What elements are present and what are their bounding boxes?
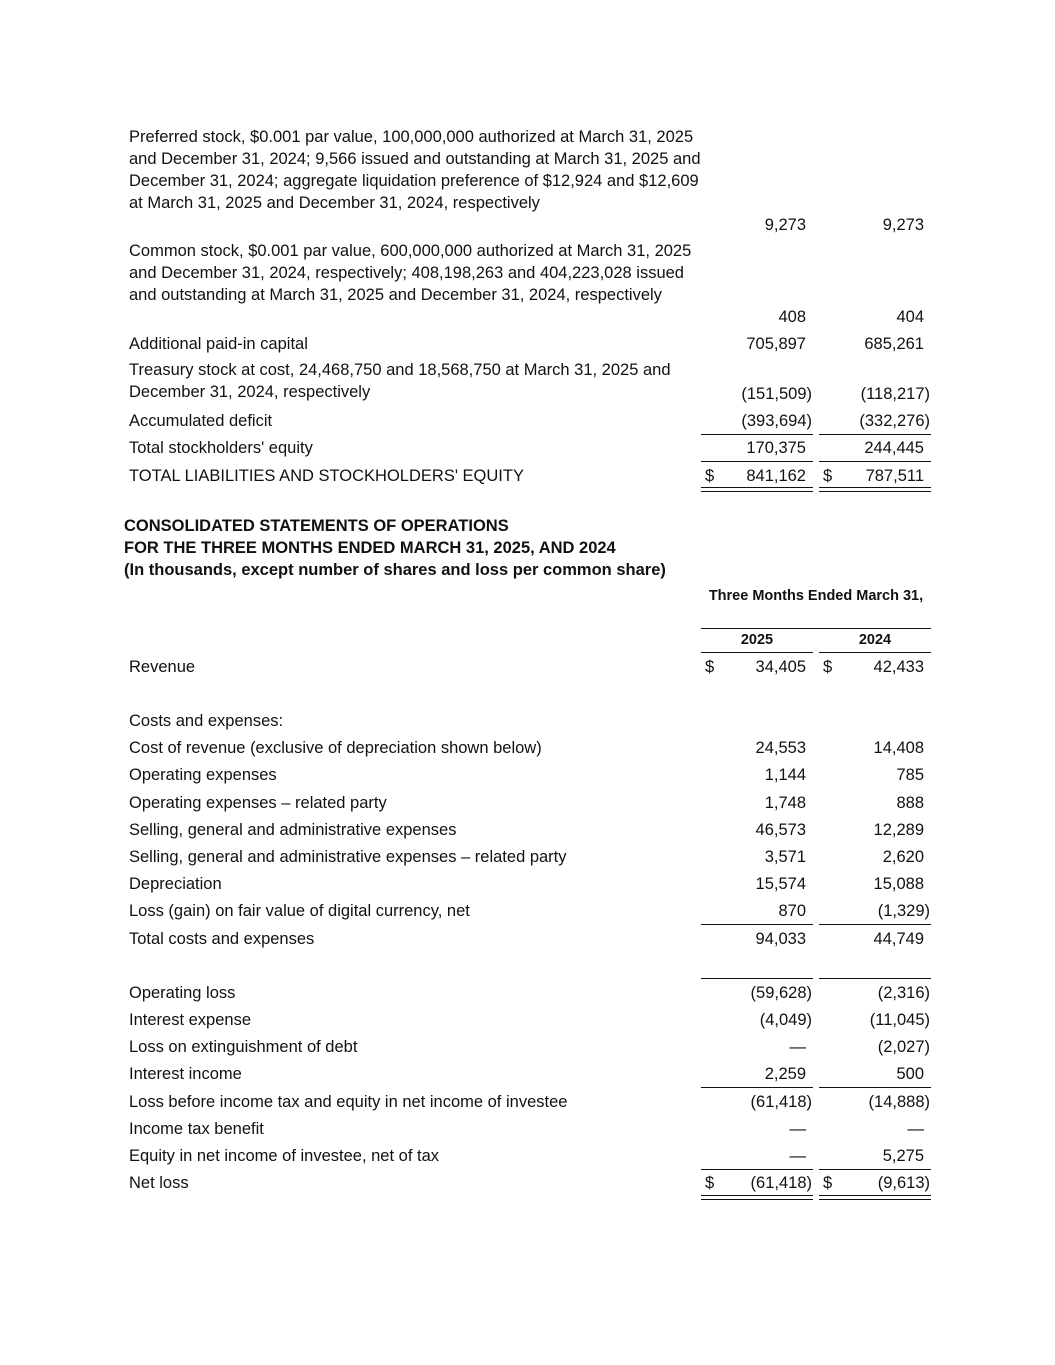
subtotal-rule [701,1087,813,1088]
value-2024: 500 [896,1065,924,1083]
subtotal-rule [819,1087,931,1088]
value-2024: (332,276) [859,412,930,430]
value-2024: 14,408 [873,739,924,757]
value-2024: (1,329) [877,902,930,920]
header-rule [701,628,931,629]
currency-symbol: $ [705,1174,715,1192]
row-label: TOTAL LIABILITIES AND STOCKHOLDERS' EQUITY [129,467,524,485]
value-2024: (11,045) [869,1011,930,1029]
value-2025: (61,418) [750,1093,812,1111]
column-header-2024: 2024 [858,632,892,648]
value-2024: — [907,1120,924,1138]
row-label: Loss (gain) on fair value of digital currency, net [129,902,470,920]
value-2025: 94,033 [755,930,806,948]
row-label: Selling, general and administrative expenses [129,821,457,839]
value-2024: 244,445 [864,439,924,457]
subtotal-rule [819,924,931,925]
row-label: Cost of revenue (exclusive of depreciation shown below) [129,739,542,757]
row-label: Costs and expenses: [129,712,284,730]
value-2025: 15,574 [755,875,806,893]
subtotal-rule [819,978,931,979]
value-2025: 841,162 [746,467,806,485]
row-label: Interest expense [129,1011,251,1029]
value-2024: (118,217) [860,385,930,403]
value-2024: (9,613) [877,1174,930,1192]
row-label: Total costs and expenses [129,930,315,948]
subtotal-rule [701,461,813,462]
row-label: Common stock, $0.001 par value, 600,000,000 authorized at March 31, 2025 and December 31, 2024, respectively; 408,198,263 and 404,223,028 issued and outstanding at March 31, 2025 and December 31, 2024, respectively [129,242,692,304]
value-2024: 2,620 [882,848,924,866]
value-2024: 5,275 [882,1147,924,1165]
value-2025: 705,897 [746,335,806,353]
value-2025: 9,273 [764,216,806,234]
subtotal-rule [819,434,931,435]
value-2024: (2,027) [877,1038,930,1056]
row-label: Loss on extinguishment of debt [129,1038,358,1056]
row-label: Operating expenses – related party [129,794,387,812]
currency-symbol: $ [823,658,833,676]
currency-symbol: $ [705,467,715,485]
row-label: Loss before income tax and equity in net income of investee [129,1093,568,1111]
row-label: Accumulated deficit [129,412,273,430]
total-double-rule [819,487,931,492]
value-2025: — [789,1038,806,1056]
row-label: Additional paid-in capital [129,335,308,353]
value-2025: — [789,1120,806,1138]
total-double-rule [701,487,813,492]
row-label: Depreciation [129,875,222,893]
row-label: Selling, general and administrative expenses – related party [129,848,567,866]
value-2025: 46,573 [755,821,806,839]
total-double-rule [701,1195,813,1200]
currency-symbol: $ [705,658,715,676]
value-2025: 34,405 [755,658,806,676]
subtotal-rule [819,1169,931,1170]
header-rule [819,652,931,653]
value-2025: 408 [778,308,806,326]
value-2025: (393,694) [741,412,812,430]
value-2024: 785 [896,766,924,784]
value-2024: 12,289 [873,821,924,839]
row-label: Interest income [129,1065,242,1083]
value-2025: (4,049) [759,1011,812,1029]
period-header: Three Months Ended March 31, [708,588,924,604]
value-2024: 404 [896,308,924,326]
value-2024: (14,888) [868,1093,930,1111]
value-2024: 9,273 [882,216,924,234]
subtotal-rule [701,924,813,925]
row-label: Equity in net income of investee, net of tax [129,1147,440,1165]
statement-title: CONSOLIDATED STATEMENTS OF OPERATIONS [124,517,509,535]
value-2025: 2,259 [764,1065,806,1083]
row-label: Operating loss [129,984,236,1002]
value-2025: 1,748 [764,794,806,812]
value-2024: 888 [896,794,924,812]
value-2024: 42,433 [873,658,924,676]
subtotal-rule [701,1169,813,1170]
column-header-2025: 2025 [740,632,774,648]
value-2025: (61,418) [750,1174,812,1192]
subtotal-rule [701,978,813,979]
value-2024: 787,511 [865,467,924,485]
row-label: Income tax benefit [129,1120,264,1138]
value-2025: 870 [778,902,806,920]
row-label: Operating expenses [129,766,277,784]
value-2024: 15,088 [873,875,924,893]
value-2025: — [789,1147,806,1165]
subtotal-rule [819,461,931,462]
row-label: Preferred stock, $0.001 par value, 100,000,000 authorized at March 31, 2025 and December 31, 2024; 9,566 issued and outstanding at March 31, 2025 and December 31, 2024; aggregate liquidation preference of $12,924 and $12,609 at March 31, 2025 and December 31, 2024, respectively [129,128,701,212]
subtotal-rule [701,434,813,435]
value-2024: 685,261 [864,335,924,353]
value-2025: 24,553 [755,739,806,757]
value-2025: 170,375 [746,439,806,457]
value-2025: 3,571 [764,848,806,866]
statement-subtitle: FOR THE THREE MONTHS ENDED MARCH 31, 2025, AND 2024 [124,539,616,557]
value-2025: (151,509) [741,385,812,403]
currency-symbol: $ [823,1174,833,1192]
total-double-rule [819,1195,931,1200]
row-label: Treasury stock at cost, 24,468,750 and 18,568,750 at March 31, 2025 and December 31, 2024, respectively [129,361,671,401]
value-2024: (2,316) [877,984,930,1002]
value-2024: 44,749 [873,930,924,948]
statement-units-note: (In thousands, except number of shares and loss per common share) [124,561,666,579]
currency-symbol: $ [823,467,833,485]
row-label: Revenue [129,658,196,676]
value-2025: 1,144 [764,766,806,784]
value-2025: (59,628) [750,984,812,1002]
row-label: Net loss [129,1174,189,1192]
row-label: Total stockholders' equity [129,439,313,457]
header-rule [701,652,813,653]
